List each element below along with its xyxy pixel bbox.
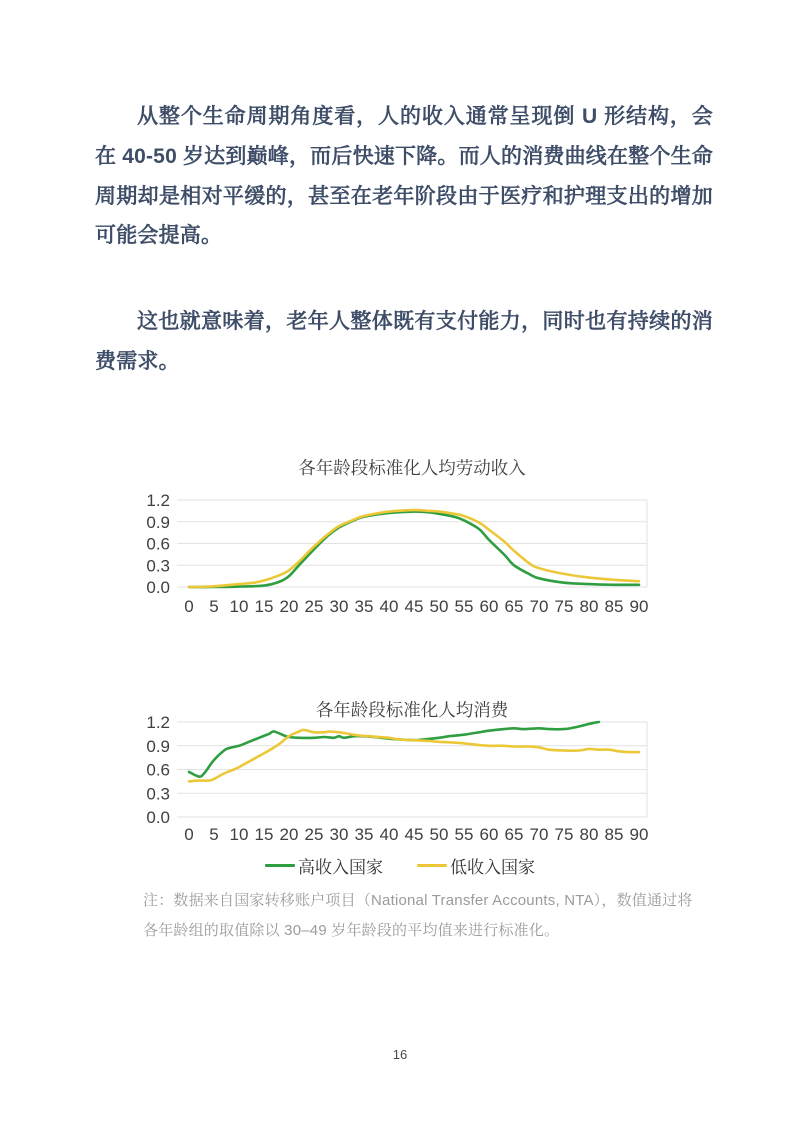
page-number: 16 xyxy=(392,1047,408,1062)
x-axis-tick-label: 80 xyxy=(579,825,599,844)
x-axis-tick-label: 45 xyxy=(404,597,424,616)
x-axis-tick-label: 40 xyxy=(379,597,399,616)
low-income-line-swatch xyxy=(417,864,447,867)
x-axis-tick-label: 75 xyxy=(554,825,574,844)
chart-title: 各年龄段标准化人均消费 xyxy=(315,700,509,720)
x-axis-tick-label: 50 xyxy=(429,825,449,844)
x-axis-tick-label: 85 xyxy=(604,597,624,616)
x-axis-tick-label: 65 xyxy=(504,825,524,844)
chart-title: 各年龄段标准化人均劳动收入 xyxy=(298,458,526,478)
y-axis-tick-label: 0.3 xyxy=(146,556,170,576)
x-axis-tick-label: 0 xyxy=(184,825,194,844)
y-axis-tick-label: 0.9 xyxy=(146,512,170,532)
y-axis-tick-label: 0.6 xyxy=(146,534,170,554)
paragraph-elderly-demand: 这也就意味着，老年人整体既有支付能力，同时也有持续的消费需求。 xyxy=(95,310,713,373)
x-axis-tick-label: 90 xyxy=(629,825,649,844)
x-axis-tick-label: 25 xyxy=(304,597,324,616)
income-line-chart xyxy=(0,440,800,625)
x-axis-tick-label: 20 xyxy=(279,825,299,844)
y-axis-tick-label: 0.3 xyxy=(146,784,170,804)
x-axis-tick-label: 35 xyxy=(354,597,374,616)
y-axis-tick-label: 1.2 xyxy=(146,713,170,732)
x-axis-tick-label: 0 xyxy=(184,597,194,616)
consumption-line-chart xyxy=(0,685,800,850)
x-axis-tick-label: 55 xyxy=(454,825,474,844)
legend-label-high-income: 高收入国家 xyxy=(298,858,383,877)
x-axis-tick-label: 50 xyxy=(429,597,449,616)
x-axis-tick-label: 70 xyxy=(529,825,549,844)
source-note-line-2: 各年龄组的取值除以 30–49 岁年龄段的平均值来进行标准化。 xyxy=(143,921,560,939)
x-axis-tick-label: 80 xyxy=(579,597,599,616)
x-axis-tick-label: 35 xyxy=(354,825,374,844)
paragraph-lifecycle-income: 从整个生命周期角度看，人的收入通常呈现倒 U 形结构，会在 40-50 岁达到巅峰，而后快速下降。而人的消费曲线在整个生命周期却是相对平缓的，甚至在老年阶段由于医疗和护理支出的增加可能会提高。 xyxy=(95,105,713,248)
source-note xyxy=(143,886,709,945)
high-income-line-swatch xyxy=(265,864,295,867)
x-axis-tick-label: 20 xyxy=(279,597,299,616)
x-axis-tick-label: 15 xyxy=(254,597,274,616)
x-axis-tick-label: 30 xyxy=(329,825,349,844)
y-axis-tick-label: 0.0 xyxy=(146,808,170,827)
x-axis-tick-label: 65 xyxy=(504,597,524,616)
x-axis-tick-label: 5 xyxy=(209,825,219,844)
x-axis-tick-label: 15 xyxy=(254,825,274,844)
x-axis-tick-label: 5 xyxy=(209,597,219,616)
x-axis-tick-label: 75 xyxy=(554,597,574,616)
y-axis-tick-label: 0.9 xyxy=(146,736,170,756)
y-axis-tick-label: 1.2 xyxy=(146,491,170,510)
x-axis-tick-label: 40 xyxy=(379,825,399,844)
y-axis-tick-label: 0.0 xyxy=(146,578,170,597)
x-axis-tick-label: 60 xyxy=(479,825,499,844)
x-axis-tick-label: 60 xyxy=(479,597,499,616)
x-axis-tick-label: 10 xyxy=(229,597,249,616)
x-axis-tick-label: 70 xyxy=(529,597,549,616)
x-axis-tick-label: 25 xyxy=(304,825,324,844)
legend-item-high-income xyxy=(265,853,383,878)
x-axis-tick-label: 45 xyxy=(404,825,424,844)
x-axis-tick-label: 10 xyxy=(229,825,249,844)
x-axis-tick-label: 90 xyxy=(629,597,649,616)
legend-item-low-income xyxy=(417,853,535,878)
source-note-line-1: 注：数据来自国家转移账户项目（National Transfer Accounts, NTA），数值通过将 xyxy=(143,892,693,909)
y-axis-tick-label: 0.6 xyxy=(146,760,170,780)
legend-label-low-income: 低收入国家 xyxy=(450,858,535,877)
chart-legend xyxy=(0,853,800,878)
series-line-high-income xyxy=(189,722,599,777)
x-axis-tick-label: 30 xyxy=(329,597,349,616)
x-axis-tick-label: 85 xyxy=(604,825,624,844)
x-axis-tick-label: 55 xyxy=(454,597,474,616)
